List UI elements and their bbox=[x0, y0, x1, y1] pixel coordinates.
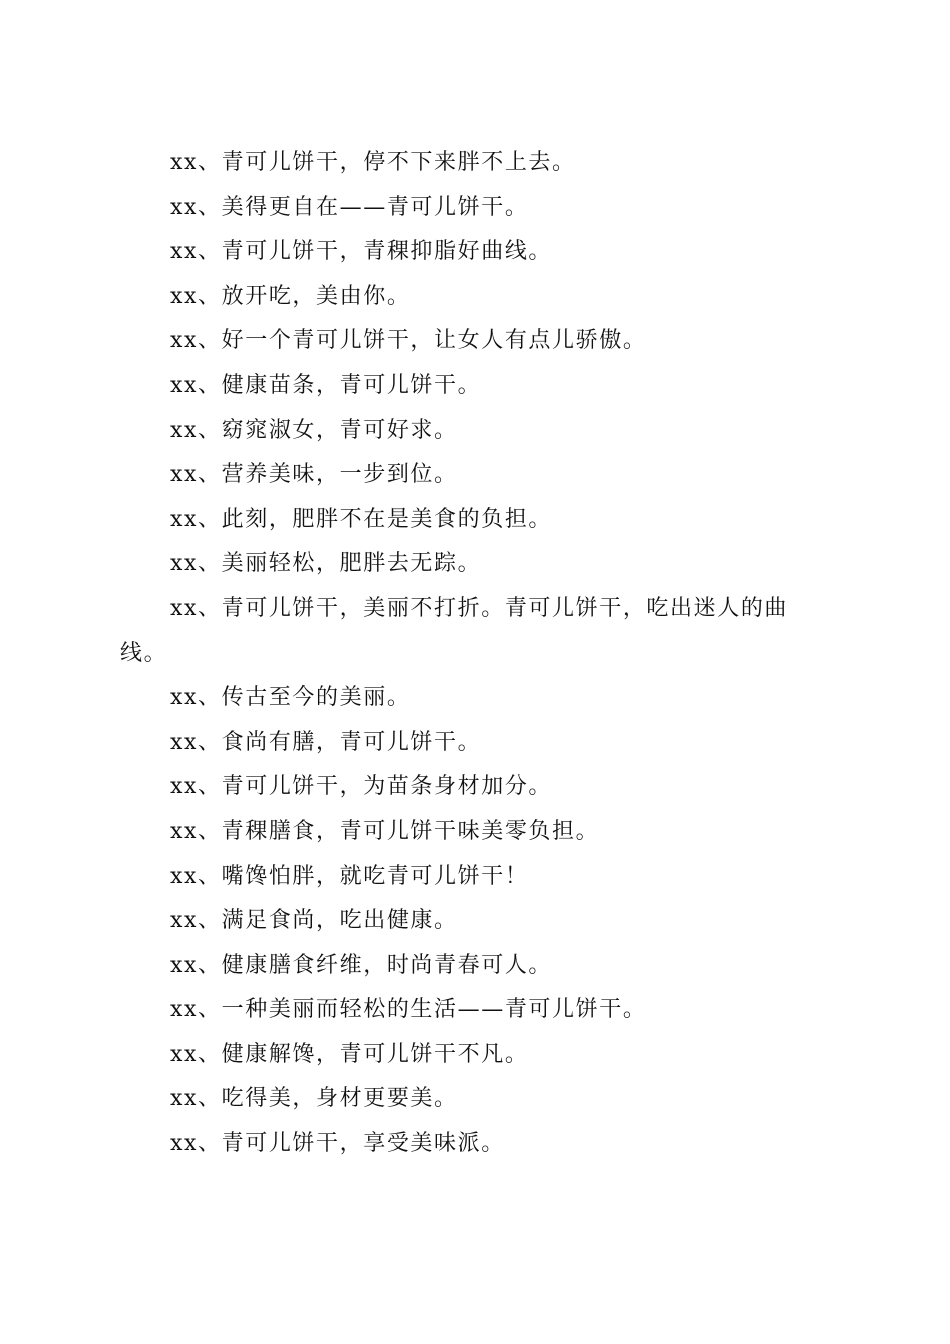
slogan-paragraph: xx、青可儿饼干，美丽不打折。青可儿饼干，吃出迷人的曲线。 bbox=[120, 595, 789, 666]
slogan-paragraph: xx、美得更自在——青可儿饼干。 bbox=[170, 194, 529, 220]
slogan-paragraph: xx、传古至今的美丽。 bbox=[170, 685, 411, 711]
slogan-paragraph: xx、满足食尚，吃出健康。 bbox=[170, 908, 458, 934]
document-body bbox=[120, 141, 830, 1167]
slogan-paragraph: xx、营养美味，一步到位。 bbox=[170, 462, 458, 488]
slogan-paragraph: xx、吃得美，身材更要美。 bbox=[170, 1086, 458, 1112]
slogan-paragraph: xx、此刻，肥胖不在是美食的负担。 bbox=[170, 506, 553, 532]
slogan-paragraph: xx、青可儿饼干，为苗条身材加分。 bbox=[170, 774, 553, 800]
slogan-paragraph: xx、食尚有膳，青可儿饼干。 bbox=[170, 729, 482, 755]
slogan-paragraph: xx、健康解馋，青可儿饼干不凡。 bbox=[170, 1041, 529, 1067]
slogan-paragraph: xx、放开吃，美由你。 bbox=[170, 283, 411, 309]
slogan-paragraph: xx、窈窕淑女，青可好求。 bbox=[170, 417, 458, 443]
slogan-paragraph: xx、健康苗条，青可儿饼干。 bbox=[170, 372, 482, 398]
slogan-paragraph: xx、青稞膳食，青可儿饼干味美零负担。 bbox=[170, 818, 600, 844]
slogan-paragraph: xx、嘴馋怕胖，就吃青可儿饼干！ bbox=[170, 863, 529, 889]
slogan-paragraph: xx、美丽轻松，肥胖去无踪。 bbox=[170, 551, 482, 577]
slogan-paragraph: xx、青可儿饼干，停不下来胖不上去。 bbox=[170, 150, 576, 175]
slogan-paragraph: xx、一种美丽而轻松的生活——青可儿饼干。 bbox=[170, 997, 647, 1023]
slogan-paragraph: xx、健康膳食纤维，时尚青春可人。 bbox=[170, 952, 553, 978]
slogan-paragraph: xx、青可儿饼干，享受美味派。 bbox=[170, 1131, 505, 1157]
slogan-paragraph: xx、青可儿饼干，青稞抑脂好曲线。 bbox=[170, 239, 553, 265]
slogan-paragraph: xx、好一个青可儿饼干，让女人有点儿骄傲。 bbox=[170, 328, 647, 354]
